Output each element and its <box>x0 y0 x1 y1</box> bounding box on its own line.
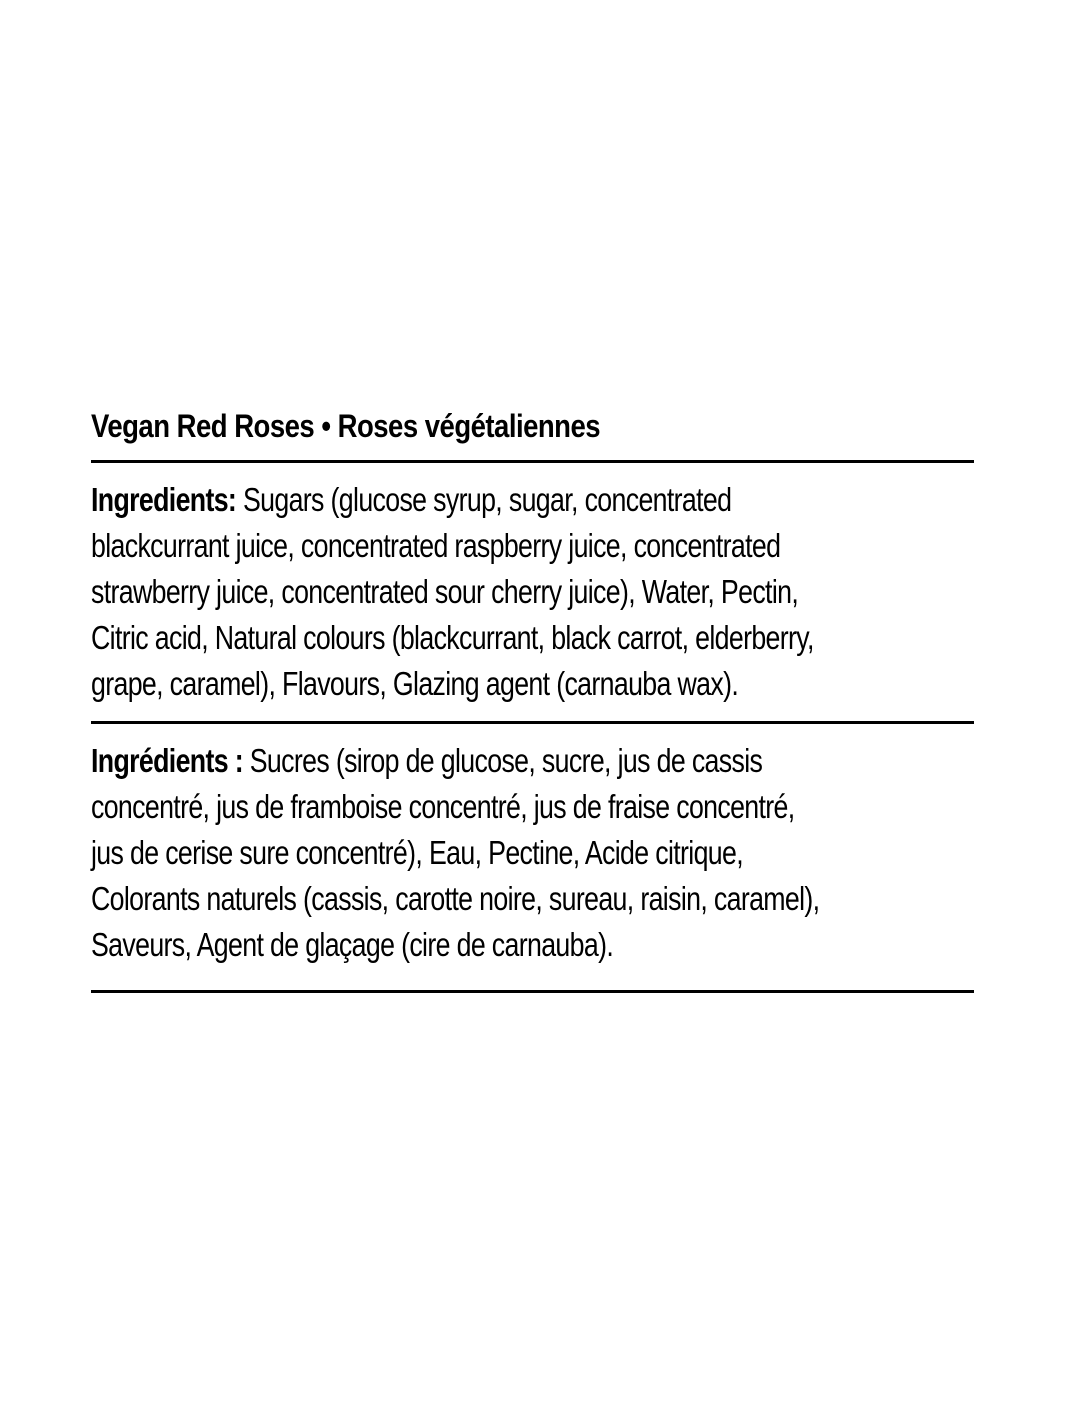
ingredients-line: jus de cerise sure concentré), Eau, Pectine, Acide citrique, <box>91 834 744 871</box>
ingredients-line <box>91 738 806 784</box>
ingredients-line: Citric acid, Natural colours (blackcurrant, black carrot, elderberry, <box>91 619 814 656</box>
french-ingredients <box>91 738 974 968</box>
ingredients-text: Sugars (glucose syrup, sugar, concentrated <box>236 481 732 518</box>
ingredients-line: concentré, jus de framboise concentré, jus de fraise concentré, <box>91 788 795 825</box>
ingredients-text: Sucres (sirop de glucose, sucre, jus de cassis <box>242 742 763 779</box>
divider-top <box>91 460 974 463</box>
divider-bottom <box>91 990 974 993</box>
ingredients-line: grape, caramel), Flavours, Glazing agent (carnauba wax). <box>91 665 739 702</box>
english-heading: Ingredients: <box>91 481 237 518</box>
ingredients-line: Colorants naturels (cassis, carotte noire, sureau, raisin, caramel), <box>91 880 820 917</box>
product-title: Vegan Red Roses • Roses végétaliennes <box>91 408 601 444</box>
ingredient-label <box>91 398 974 993</box>
ingredients-line <box>91 477 806 523</box>
french-heading: Ingrédients : <box>91 742 243 779</box>
ingredients-line: Saveurs, Agent de glaçage (cire de carnauba). <box>91 926 614 963</box>
ingredients-line: strawberry juice, concentrated sour cherry juice), Water, Pectin, <box>91 573 799 610</box>
ingredients-line: blackcurrant juice, concentrated raspberry juice, concentrated <box>91 527 781 564</box>
english-ingredients <box>91 477 974 707</box>
divider-middle <box>91 721 974 724</box>
